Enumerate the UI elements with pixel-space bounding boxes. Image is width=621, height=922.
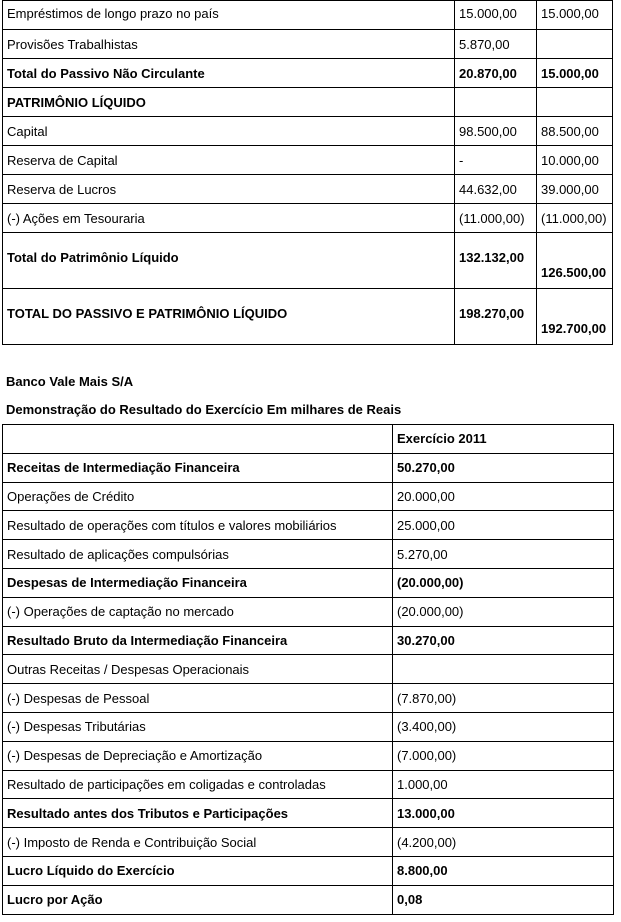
value-previous: 15.000,00 [537, 1, 613, 30]
row-label: Reserva de Capital [3, 146, 455, 175]
value-previous: 126.500,00 [537, 233, 613, 289]
row-label: (-) Despesas de Pessoal [3, 684, 393, 713]
section-heading: PATRIMÔNIO LÍQUIDO [3, 88, 455, 117]
table-row [3, 175, 613, 204]
value-current: 15.000,00 [455, 1, 537, 30]
row-label: Lucro por Ação [3, 885, 393, 914]
row-label: Resultado de participações em coligadas e controladas [3, 770, 393, 799]
table-row [3, 712, 614, 741]
row-value: 1.000,00 [393, 770, 614, 799]
row-label: Provisões Trabalhistas [3, 30, 455, 59]
row-value: 50.270,00 [393, 453, 614, 482]
table-row [3, 770, 614, 799]
row-label: Capital [3, 117, 455, 146]
table-row [3, 655, 614, 684]
table-row [3, 540, 614, 569]
row-value [393, 655, 614, 684]
table-row [3, 626, 614, 655]
value-previous: 10.000,00 [537, 146, 613, 175]
value-current: (11.000,00) [455, 204, 537, 233]
row-value: 13.000,00 [393, 799, 614, 828]
value-current: 98.500,00 [455, 117, 537, 146]
table-row [3, 684, 614, 713]
value-current: 132.132,00 [455, 233, 537, 289]
table-row [3, 146, 613, 175]
total-label: TOTAL DO PASSIVO E PATRIMÔNIO LÍQUIDO [3, 289, 455, 345]
row-value: (20.000,00) [393, 568, 614, 597]
row-label: Receitas de Intermediação Financeira [3, 453, 393, 482]
value-previous: 15.000,00 [537, 59, 613, 88]
row-value: 25.000,00 [393, 511, 614, 540]
row-label: Resultado de aplicações compulsórias [3, 540, 393, 569]
value-previous: (11.000,00) [537, 204, 613, 233]
company-name: Banco Vale Mais S/A [6, 374, 134, 389]
income-statement-table [2, 424, 614, 915]
table-row [3, 204, 613, 233]
table-row [3, 59, 613, 88]
table-row [3, 117, 613, 146]
table-row [3, 233, 613, 289]
table-row [3, 289, 613, 345]
row-value: (7.870,00) [393, 684, 614, 713]
row-value: 8.800,00 [393, 856, 614, 885]
row-label: (-) Despesas de Depreciação e Amortização [3, 741, 393, 770]
row-label: Outras Receitas / Despesas Operacionais [3, 655, 393, 684]
row-label: Total do Passivo Não Circulante [3, 59, 455, 88]
row-label: Lucro Líquido do Exercício [3, 856, 393, 885]
row-value: (7.000,00) [393, 741, 614, 770]
statement-title: Demonstração do Resultado do Exercício Em milhares de Reais [6, 402, 402, 417]
value-previous [537, 88, 613, 117]
value-current: 198.270,00 [455, 289, 537, 345]
table-row [3, 828, 614, 857]
row-label: Resultado de operações com títulos e valores mobiliários [3, 511, 393, 540]
row-label: Resultado Bruto da Intermediação Financeira [3, 626, 393, 655]
row-value: (4.200,00) [393, 828, 614, 857]
table-row [3, 885, 614, 914]
table-row [3, 482, 614, 511]
value-previous: 88.500,00 [537, 117, 613, 146]
row-label: Operações de Crédito [3, 482, 393, 511]
row-value: (3.400,00) [393, 712, 614, 741]
table-row [3, 88, 613, 117]
row-label: Empréstimos de longo prazo no país [3, 1, 455, 30]
value-previous: 39.000,00 [537, 175, 613, 204]
value-previous [537, 30, 613, 59]
balance-sheet-table [2, 0, 613, 345]
row-label: Despesas de Intermediação Financeira [3, 568, 393, 597]
table-row [3, 799, 614, 828]
value-previous: 192.700,00 [537, 289, 613, 345]
row-label: (-) Operações de captação no mercado [3, 597, 393, 626]
table-row [3, 597, 614, 626]
table-row [3, 741, 614, 770]
table-row [3, 511, 614, 540]
row-value: 0,08 [393, 885, 614, 914]
table-row [3, 568, 614, 597]
row-value: 5.270,00 [393, 540, 614, 569]
row-label: (-) Imposto de Renda e Contribuição Social [3, 828, 393, 857]
value-current: 20.870,00 [455, 59, 537, 88]
table-row [3, 856, 614, 885]
row-value: (20.000,00) [393, 597, 614, 626]
table-row [3, 30, 613, 59]
table-row [3, 1, 613, 30]
header-label [3, 425, 393, 454]
header-period: Exercício 2011 [393, 425, 614, 454]
total-label: Total do Patrimônio Líquido [3, 233, 455, 289]
row-value: 30.270,00 [393, 626, 614, 655]
row-label: (-) Ações em Tesouraria [3, 204, 455, 233]
table-header-row [3, 425, 614, 454]
row-label: (-) Despesas Tributárias [3, 712, 393, 741]
value-current: 44.632,00 [455, 175, 537, 204]
row-label: Resultado antes dos Tributos e Participações [3, 799, 393, 828]
value-current: - [455, 146, 537, 175]
table-row [3, 453, 614, 482]
row-value: 20.000,00 [393, 482, 614, 511]
row-label: Reserva de Lucros [3, 175, 455, 204]
value-current [455, 88, 537, 117]
value-current: 5.870,00 [455, 30, 537, 59]
